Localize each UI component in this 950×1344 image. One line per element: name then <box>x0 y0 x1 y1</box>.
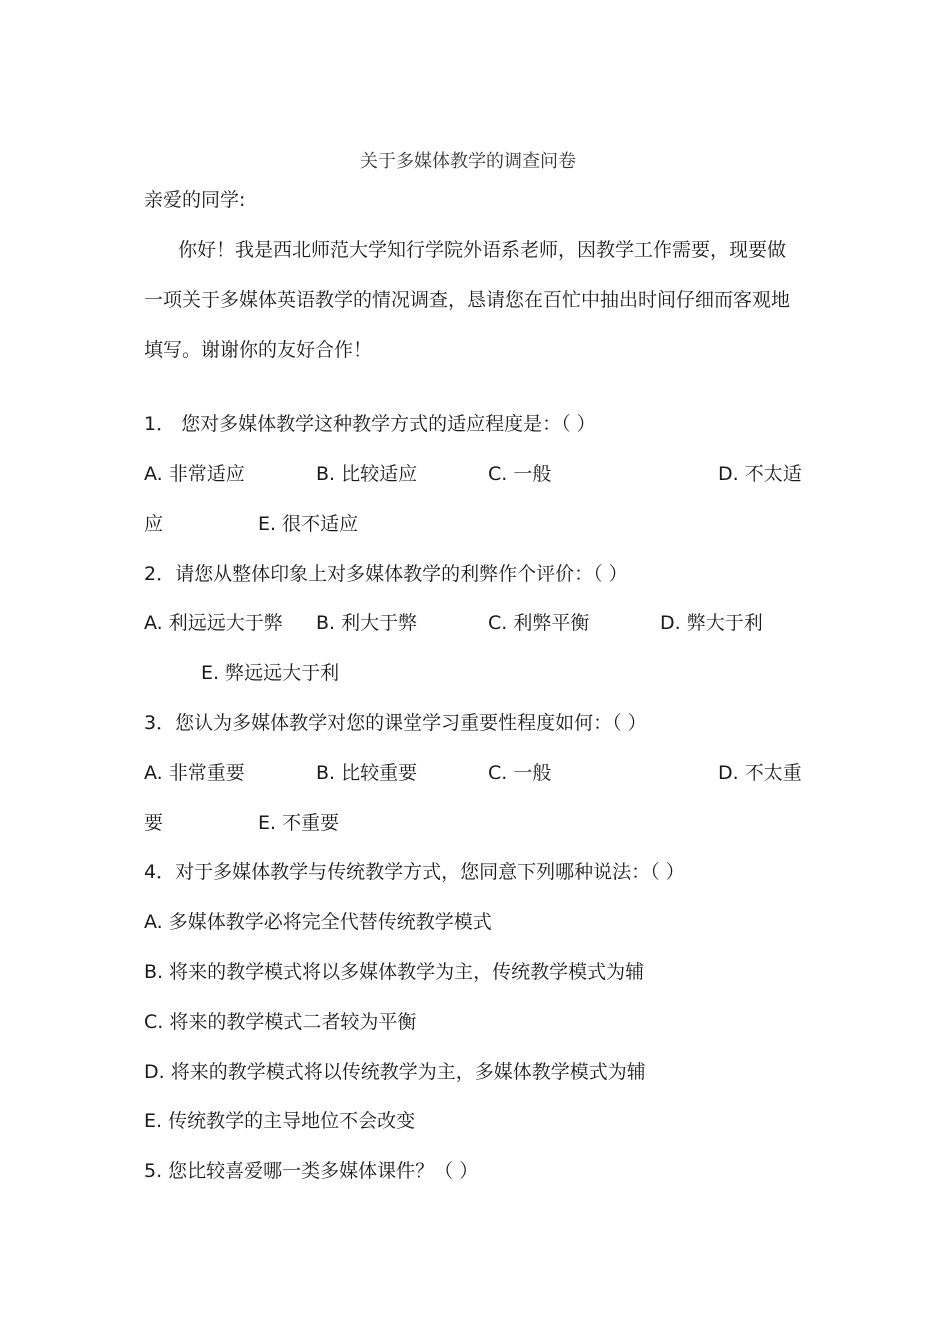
q3-option-b[interactable]: B. 比较重要 <box>316 762 418 784</box>
q3-option-d-continued: 要 <box>144 812 164 834</box>
q4-option-e[interactable]: E. 传统教学的主导地位不会改变 <box>144 1110 416 1132</box>
greeting: 亲爱的同学: <box>144 189 246 211</box>
question-4: 4．对于多媒体教学与传统教学方式，您同意下列哪种说法：（ ） <box>144 861 685 883</box>
q2-option-d[interactable]: D. 弊大于利 <box>660 612 763 634</box>
q2-option-a[interactable]: A. 利远远大于弊 <box>144 612 283 634</box>
q3-option-d[interactable]: D. 不太重 <box>718 762 802 784</box>
intro-line-1: 你好！我是西北师范大学知行学院外语系老师，因教学工作需要，现要做 <box>178 239 787 261</box>
question-3: 3．您认为多媒体教学对您的课堂学习重要性程度如何：（ ） <box>144 712 647 734</box>
question-2: 2．请您从整体印象上对多媒体教学的利弊作个评价：（ ） <box>144 563 628 585</box>
question-5: 5. 您比较喜爱哪一类多媒体课件？（ ） <box>144 1160 479 1182</box>
q2-option-e[interactable]: E. 弊远远大于利 <box>201 662 340 684</box>
q2-option-b[interactable]: B. 利大于弊 <box>316 612 418 634</box>
intro-line-2: 一项关于多媒体英语教学的情况调查，恳请您在百忙中抽出时间仔细而客观地 <box>144 289 791 311</box>
q4-option-b[interactable]: B. 将来的教学模式将以多媒体教学为主，传统教学模式为辅 <box>144 961 645 983</box>
q1-option-c[interactable]: C. 一般 <box>488 463 552 485</box>
q2-option-c[interactable]: C. 利弊平衡 <box>488 612 590 634</box>
q4-option-a[interactable]: A. 多媒体教学必将完全代替传统教学模式 <box>144 911 492 933</box>
intro-line-3: 填写。谢谢你的友好合作！ <box>144 339 373 361</box>
q1-option-e[interactable]: E. 很不适应 <box>258 513 359 535</box>
question-1: 1． 您对多媒体教学这种教学方式的适应程度是：（ ） <box>144 413 596 435</box>
q4-option-d[interactable]: D. 将来的教学模式将以传统教学为主，多媒体教学模式为辅 <box>144 1061 646 1083</box>
survey-title: 关于多媒体教学的调查问卷 <box>360 151 576 172</box>
q4-option-c[interactable]: C. 将来的教学模式二者较为平衡 <box>144 1011 417 1033</box>
q1-option-b[interactable]: B. 比较适应 <box>316 463 418 485</box>
q3-option-a[interactable]: A. 非常重要 <box>144 762 245 784</box>
q1-option-d-continued: 应 <box>144 513 164 535</box>
q1-option-a[interactable]: A. 非常适应 <box>144 463 245 485</box>
q3-option-e[interactable]: E. 不重要 <box>258 812 340 834</box>
q3-option-c[interactable]: C. 一般 <box>488 762 552 784</box>
q1-option-d[interactable]: D. 不太适 <box>718 463 802 485</box>
